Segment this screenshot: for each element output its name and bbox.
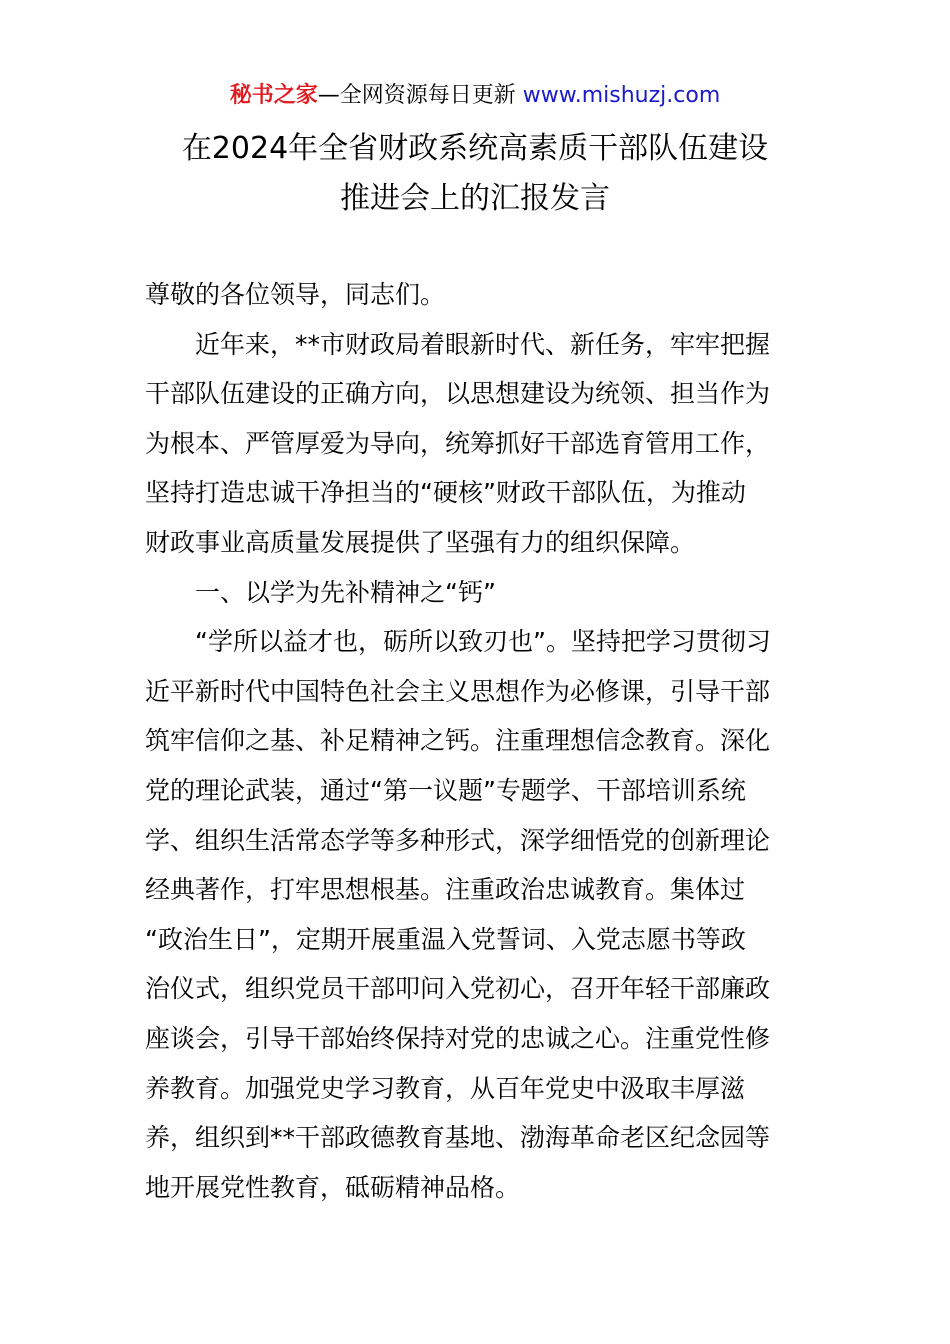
body-line: 养教育。加强党史学习教育，从百年党史中汲取丰厚滋 bbox=[145, 1073, 746, 1103]
body-line: 为根本、严管厚爱为导向，统筹抓好干部选育管用工作， bbox=[145, 428, 771, 458]
header-slogan: —全网资源每日更新 bbox=[317, 83, 523, 108]
document-title-line-2: 推进会上的汇报发言 bbox=[340, 181, 610, 216]
body-line: “政治生日”，定期开展重温入党誓词、入党志愿书等政 bbox=[145, 924, 746, 954]
body-line: 筑牢信仰之基、补足精神之钙。注重理想信念教育。深化 bbox=[145, 726, 771, 756]
body-line: 党的理论武装，通过“第一议题”专题学、干部培训系统 bbox=[145, 775, 746, 805]
body-line: 近年来，**市财政局着眼新时代、新任务，牢牢把握 bbox=[145, 329, 771, 359]
body-line: 养，组织到**干部政德教育基地、渤海革命老区纪念园等 bbox=[145, 1123, 771, 1153]
body-line: 经典著作，打牢思想根基。注重政治忠诚教育。集体过 bbox=[145, 875, 746, 905]
body-line: 学、组织生活常态学等多种形式，深学细悟党的创新理论 bbox=[145, 825, 771, 855]
body-line: 坚持打造忠诚干净担当的“硬核”财政干部队伍，为推动 bbox=[145, 478, 746, 508]
body-line: 治仪式，组织党员干部叩问入党初心，召开年轻干部廉政 bbox=[145, 974, 771, 1004]
body-line: 财政事业高质量发展提供了坚强有力的组织保障。 bbox=[145, 527, 696, 557]
section-heading: 一、以学为先补精神之“钙” bbox=[145, 577, 496, 607]
body-line: 座谈会，引导干部始终保持对党的忠诚之心。注重党性修 bbox=[145, 1023, 771, 1053]
document-title-line-1: 在2024年全省财政系统高素质干部队伍建设 bbox=[181, 131, 769, 166]
brand-name: 秘书之家 bbox=[229, 83, 318, 108]
body-line: 尊敬的各位领导，同志们。 bbox=[145, 280, 446, 309]
body-line: “学所以益才也，砺所以致刃也”。坚持把学习贯彻习 bbox=[145, 627, 771, 657]
site-url[interactable]: www.mishuzj.com bbox=[522, 83, 721, 108]
body-line: 近平新时代中国特色社会主义思想作为必修课，引导干部 bbox=[145, 676, 771, 706]
body-line: 地开展党性教育，砥砺精神品格。 bbox=[145, 1172, 521, 1202]
document-body bbox=[145, 270, 815, 1212]
body-line: 干部队伍建设的正确方向，以思想建设为统领、担当作为 bbox=[145, 379, 771, 409]
site-header bbox=[0, 80, 950, 112]
